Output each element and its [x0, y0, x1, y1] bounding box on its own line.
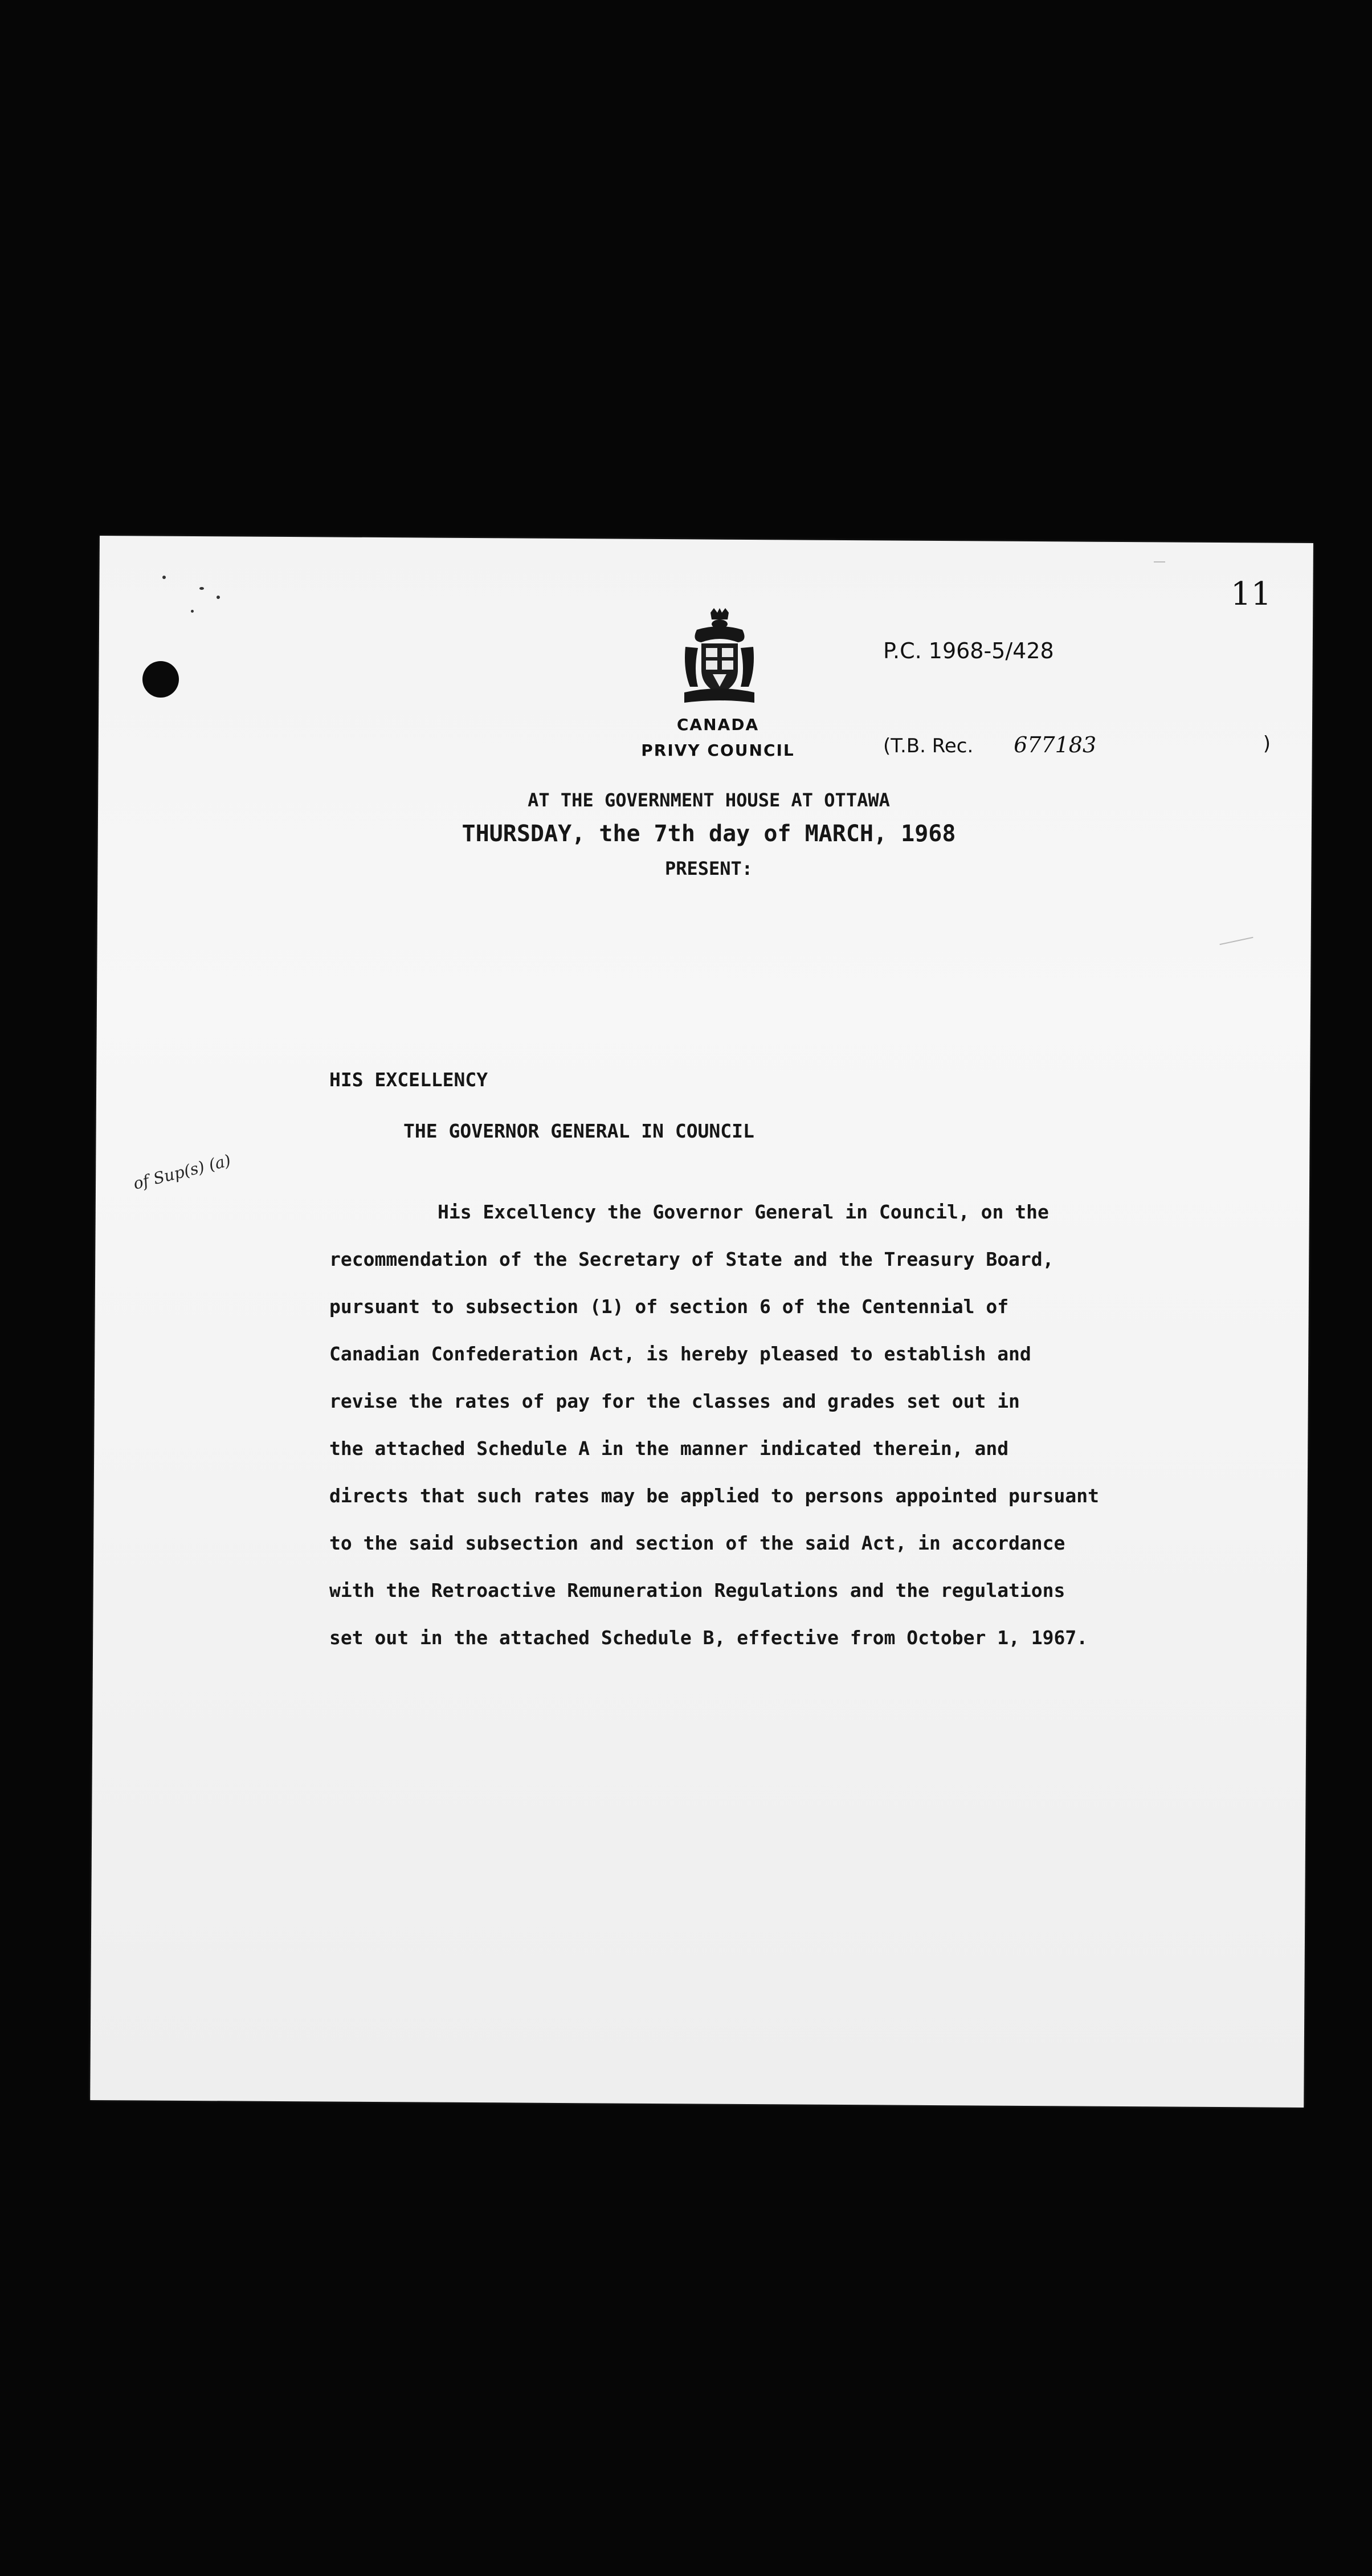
- body-line: directs that such rates may be applied to persons appointed pursuant: [329, 1485, 1100, 1507]
- body-line: set out in the attached Schedule B, effective from October 1, 1967.: [329, 1627, 1088, 1649]
- body-line: to the said subsection and section of the said Act, in accordance: [329, 1532, 1065, 1554]
- addressee-line-2: THE GOVERNOR GENERAL IN COUNCIL: [403, 1120, 754, 1142]
- order-body: [329, 1188, 1161, 1661]
- pc-number: P.C. 1968-5/428: [883, 638, 1054, 663]
- dust-speck: [162, 576, 166, 579]
- tb-rec-close: ): [1263, 732, 1271, 755]
- body-line: pursuant to subsection (1) of section 6 of the Centennial of: [329, 1295, 1009, 1318]
- header-date: THURSDAY, the 7th day of MARCH, 1968: [462, 821, 956, 847]
- dust-speck: [191, 610, 194, 613]
- page-number: 11: [1231, 576, 1272, 613]
- tb-rec-label: (T.B. Rec.: [883, 735, 974, 757]
- letterhead-privy-council: PRIVY COUNCIL: [641, 741, 795, 760]
- body-line: Canadian Confederation Act, is hereby pleased to establish and: [329, 1343, 1031, 1365]
- coat-of-arms-icon: [681, 607, 758, 707]
- body-line: the attached Schedule A in the manner indicated therein, and: [329, 1437, 1009, 1460]
- dust-speck: [199, 587, 204, 590]
- body-line: recommendation of the Secretary of State and the Treasury Board,: [329, 1248, 1054, 1270]
- tb-rec-number: 677183: [1014, 732, 1097, 757]
- body-line: revise the rates of pay for the classes and grades set out in: [329, 1390, 1020, 1412]
- paper-scratch: [1154, 561, 1165, 563]
- header-location: AT THE GOVERNMENT HOUSE AT OTTAWA: [528, 789, 890, 811]
- punch-hole: [142, 661, 179, 698]
- body-line: with the Retroactive Remuneration Regulations and the regulations: [329, 1579, 1065, 1601]
- dust-speck: [217, 596, 220, 599]
- header-present: PRESENT:: [664, 858, 753, 879]
- handwritten-margin-note: of Sup(s) (a): [131, 1151, 233, 1193]
- tb-rec-reference: [883, 732, 1271, 757]
- addressee-line-1: HIS EXCELLENCY: [329, 1069, 488, 1091]
- letterhead-canada: CANADA: [676, 715, 760, 734]
- body-line: His Excellency the Governor General in Council, on the: [438, 1201, 1049, 1223]
